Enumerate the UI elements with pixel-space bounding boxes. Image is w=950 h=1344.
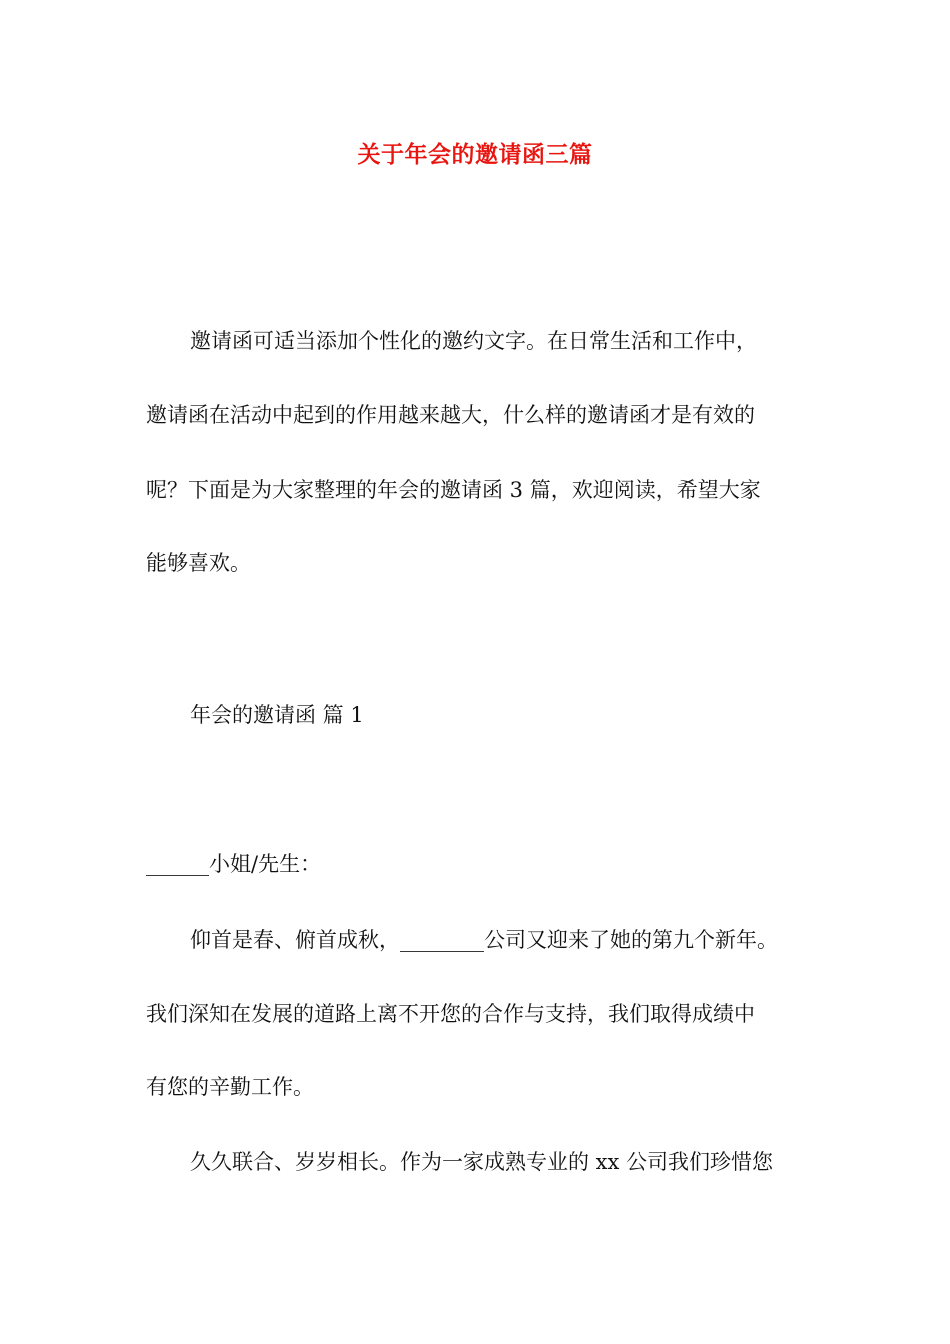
paragraph1-line-3: 有您的辛勤工作。: [146, 1075, 314, 1099]
section-heading: 年会的邀请函 篇 1: [190, 703, 364, 727]
intro-line-4: 能够喜欢。: [146, 551, 251, 575]
paragraph2-line-1: 久久联合、岁岁相长。作为一家成熟专业的 xx 公司我们珍惜您: [190, 1150, 774, 1174]
paragraph1-line-1: 仰首是春、俯首成秋，________公司又迎来了她的第九个新年。: [190, 928, 778, 952]
intro-line-3: 呢？下面是为大家整理的年会的邀请函 3 篇，欢迎阅读，希望大家: [146, 478, 761, 502]
intro-line-2: 邀请函在活动中起到的作用越来越大，什么样的邀请函才是有效的: [146, 403, 755, 427]
document-title: 关于年会的邀请函三篇: [357, 141, 593, 168]
intro-line-1: 邀请函可适当添加个性化的邀约文字。在日常生活和工作中，: [190, 329, 757, 353]
paragraph1-line-2: 我们深知在发展的道路上离不开您的合作与支持，我们取得成绩中: [146, 1002, 755, 1026]
salutation: ______小姐/先生：: [146, 852, 322, 876]
